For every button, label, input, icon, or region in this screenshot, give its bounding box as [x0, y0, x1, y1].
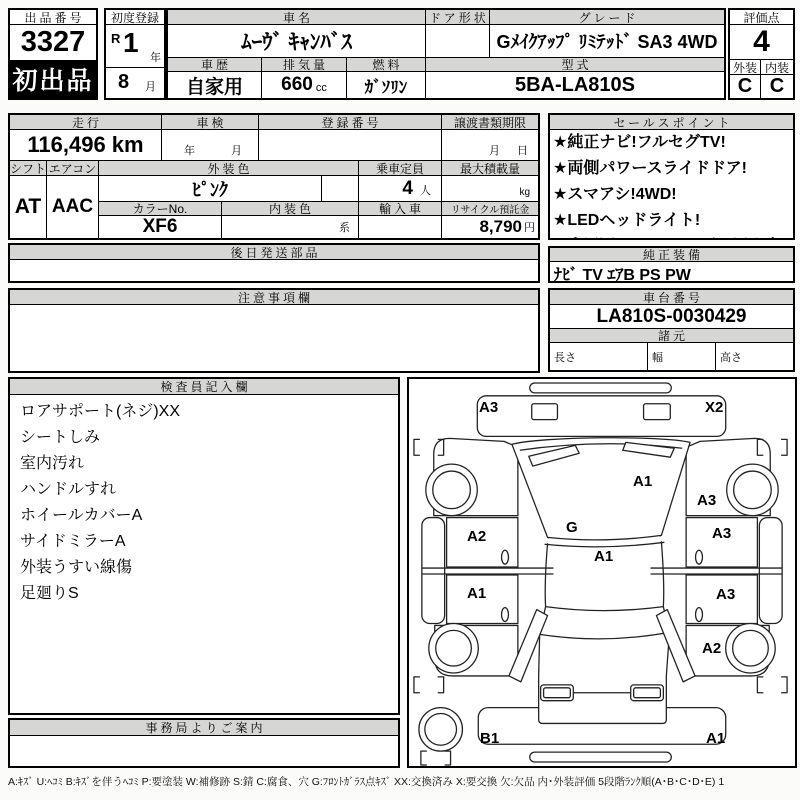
mileage-label: 走行 — [10, 115, 162, 130]
damage-label-rear-bumper-left: B1 — [480, 730, 500, 747]
sales-point-item — [550, 234, 793, 238]
interior-color-suffix: 系 — [339, 222, 350, 234]
car-name-value: ﾑｰｳﾞ ｷｬﾝﾊﾞｽ — [168, 25, 426, 58]
lot-number-value: 3327 — [20, 26, 86, 58]
sales-points-list — [550, 130, 793, 238]
inspection-label: 車検 — [162, 115, 259, 130]
spec-width-cell — [648, 343, 716, 370]
era-letter: R — [111, 31, 121, 46]
chassis-box — [548, 288, 795, 372]
interior-color-value — [222, 216, 359, 238]
first-registration-year — [106, 25, 164, 68]
equipment-header: 純正装備 — [550, 248, 793, 262]
displacement-value — [262, 72, 347, 98]
chassis-number-value: LA810S-0030429 — [550, 305, 793, 329]
width-label: 幅 — [652, 352, 663, 364]
inspector-notes-box — [8, 377, 400, 715]
damage-label-front-right: X2 — [705, 399, 724, 416]
spec-label: 諸元 — [550, 329, 793, 343]
inspector-note-item: 室内汚れ — [20, 455, 85, 472]
inspection-value — [162, 130, 259, 161]
recycle-amount: 8,790 — [479, 217, 522, 236]
displacement-unit: cc — [315, 82, 327, 94]
displacement-number: 660 — [281, 74, 313, 95]
door-shape-value — [426, 25, 490, 58]
sales-point-item: ★スマアシ!4WD! — [553, 186, 677, 203]
sales-points-header: セールスポイント — [550, 115, 793, 130]
history-label: 車歴 — [168, 58, 262, 72]
sales-point-item: ★LEDヘッドライト! — [553, 212, 701, 229]
detail-grid-box — [8, 113, 540, 240]
first-registration-month — [106, 68, 164, 98]
vehicle-title-box — [166, 8, 726, 100]
chassis-number-label: 車台番号 — [550, 290, 793, 305]
displacement-label: 排気量 — [262, 58, 347, 72]
damage-label-roof: A1 — [594, 548, 614, 565]
first-registration-label: 初度登録 — [106, 10, 164, 25]
exterior-color-value: ﾋﾟﾝｸ — [99, 176, 322, 202]
inspector-notes-header: 検査員記入欄 — [10, 379, 398, 395]
equipment-box — [548, 246, 795, 283]
recycle-deposit-label: リサイクル預託金 — [442, 202, 538, 216]
capacity-value — [359, 176, 442, 202]
model-code-label: 型式 — [426, 58, 724, 72]
inspector-note-item: 足廻りS — [20, 585, 79, 602]
inspector-note-item: サイドミラーA — [20, 533, 126, 550]
mileage-value: 116,496 km — [10, 130, 162, 161]
color-number-label: カラーNo. — [99, 202, 222, 216]
interior-grade-value: C — [769, 75, 785, 97]
damage-label-rear-bumper-right: A1 — [706, 730, 726, 747]
length-label: 長さ — [554, 352, 576, 364]
exterior-color-label: 外装色 — [99, 161, 359, 176]
inspection-month-unit: 月 — [231, 145, 242, 157]
model-code-value: 5BA-LA810S — [514, 73, 636, 96]
exterior-color-subcell — [322, 176, 359, 202]
aircon-value: AAC — [47, 176, 99, 238]
interior-color-label: 内装色 — [222, 202, 359, 216]
damage-label-right-fender: A3 — [697, 492, 717, 509]
grade-value: Gﾒｲｸｱｯﾌﾟ ﾘﾐﾃｯﾄﾞ SA3 4WD — [490, 25, 724, 58]
reg-month-value: 8 — [118, 71, 130, 93]
first-exhibit-badge: 初出品 — [10, 60, 96, 98]
caution-value — [10, 305, 538, 371]
fuel-label: 燃料 — [347, 58, 426, 72]
caution-header: 注意事項欄 — [10, 290, 538, 305]
history-value: 自家用 — [168, 72, 262, 98]
spec-length-cell — [550, 343, 648, 370]
shipping-parts-box — [8, 243, 540, 283]
year-unit: 年 — [150, 52, 161, 64]
inspector-note-item: ロアサポート(ネジ)XX — [20, 403, 181, 420]
damage-label-left-rear-door: A1 — [467, 585, 487, 602]
shipping-parts-value — [10, 260, 538, 281]
max-load-value — [442, 176, 538, 202]
grade-label: グレード — [490, 10, 724, 25]
transfer-deadline-value — [442, 130, 538, 161]
lot-number-box — [8, 8, 98, 100]
damage-label-right-front-door: A3 — [712, 525, 732, 542]
damage-label-right-rear-door: A3 — [716, 586, 736, 603]
fuel-value: ｶﾞｿﾘﾝ — [347, 72, 426, 98]
office-notice-value — [10, 736, 398, 766]
door-shape-label: ドア形状 — [426, 10, 490, 25]
legend-text: A:ｷｽﾞ U:ﾍｺﾐ B:ｷｽﾞを伴うﾍｺﾐ P:要塗装 W:補修跡 S:錆 C:腐食、穴 G:ﾌﾛﾝﾄｶﾞﾗｽ点ｷｽﾞ XX:交換済み X:要交換 欠:欠品 内･外装評価 5段階ﾗﾝｸ順(A･B･C･D･E) 1 — [8, 776, 725, 788]
damage-label-right-quarter: A2 — [702, 640, 722, 657]
damage-label-front-left: A3 — [479, 399, 499, 416]
transfer-month-unit: 月 — [489, 145, 500, 157]
import-car-label: 輸入車 — [359, 202, 442, 216]
registration-number-label: 登録番号 — [259, 115, 442, 130]
car-name-label: 車名 — [168, 10, 426, 25]
inspector-notes-list — [10, 395, 398, 713]
capacity-label: 乗車定員 — [359, 161, 442, 176]
office-notice-header: 事務局よりご案内 — [10, 720, 398, 736]
interior-grade-label: 内装 — [761, 60, 793, 75]
caution-box — [8, 288, 540, 373]
recycle-deposit-value — [442, 216, 538, 238]
import-car-value — [359, 216, 442, 238]
sales-point-item: ★両側パワースライドドア! — [553, 160, 747, 177]
damage-label-left-front-door: A2 — [467, 528, 487, 545]
damage-label-windshield: A1 — [633, 473, 653, 490]
capacity-number: 4 — [402, 178, 413, 199]
score-box — [728, 8, 795, 100]
inspector-note-item: ハンドルすれ — [20, 481, 117, 498]
inspection-year-unit: 年 — [184, 145, 195, 157]
equipment-value: ﾅﾋﾞ TV ｴｱB PS PW — [554, 267, 691, 281]
score-value: 4 — [730, 25, 793, 60]
height-label: 高さ — [720, 352, 742, 364]
max-load-label: 最大積載量 — [442, 161, 538, 176]
spec-height-cell — [716, 343, 793, 370]
sales-points-box — [548, 113, 795, 240]
car-outline-svg — [409, 379, 795, 766]
reg-year-value: 1 — [123, 27, 139, 58]
inspector-note-item: ホイールカバーA — [20, 507, 143, 524]
transfer-day-unit: 日 — [517, 145, 528, 157]
damage-label-glass: G — [566, 519, 578, 536]
color-number-value: XF6 — [99, 216, 222, 238]
shipping-parts-header: 後日発送部品 — [10, 245, 538, 260]
exterior-grade-value: C — [730, 75, 761, 98]
aircon-label: エアコン — [47, 161, 99, 176]
score-label: 評価点 — [730, 10, 793, 25]
office-notice-box — [8, 718, 400, 768]
month-unit: 月 — [145, 81, 156, 93]
shift-value: AT — [10, 176, 47, 238]
inspector-note-item: 外装うすい線傷 — [20, 559, 133, 576]
transfer-deadline-label: 譲渡書類期限 — [442, 115, 538, 130]
first-registration-box — [104, 8, 166, 100]
car-damage-diagram — [407, 377, 797, 768]
capacity-unit: 人 — [420, 185, 431, 197]
shift-label: シフト — [10, 161, 47, 176]
lot-number-label: 出品番号 — [10, 10, 96, 25]
sales-point-item: ★純正ナビ!フルセグTV! — [553, 134, 726, 151]
registration-number-value — [259, 130, 442, 161]
inspector-note-item: シートしみ — [20, 429, 101, 446]
exterior-grade-label: 外装 — [730, 60, 761, 75]
recycle-unit: 円 — [524, 222, 535, 234]
max-load-unit: kg — [519, 187, 530, 198]
